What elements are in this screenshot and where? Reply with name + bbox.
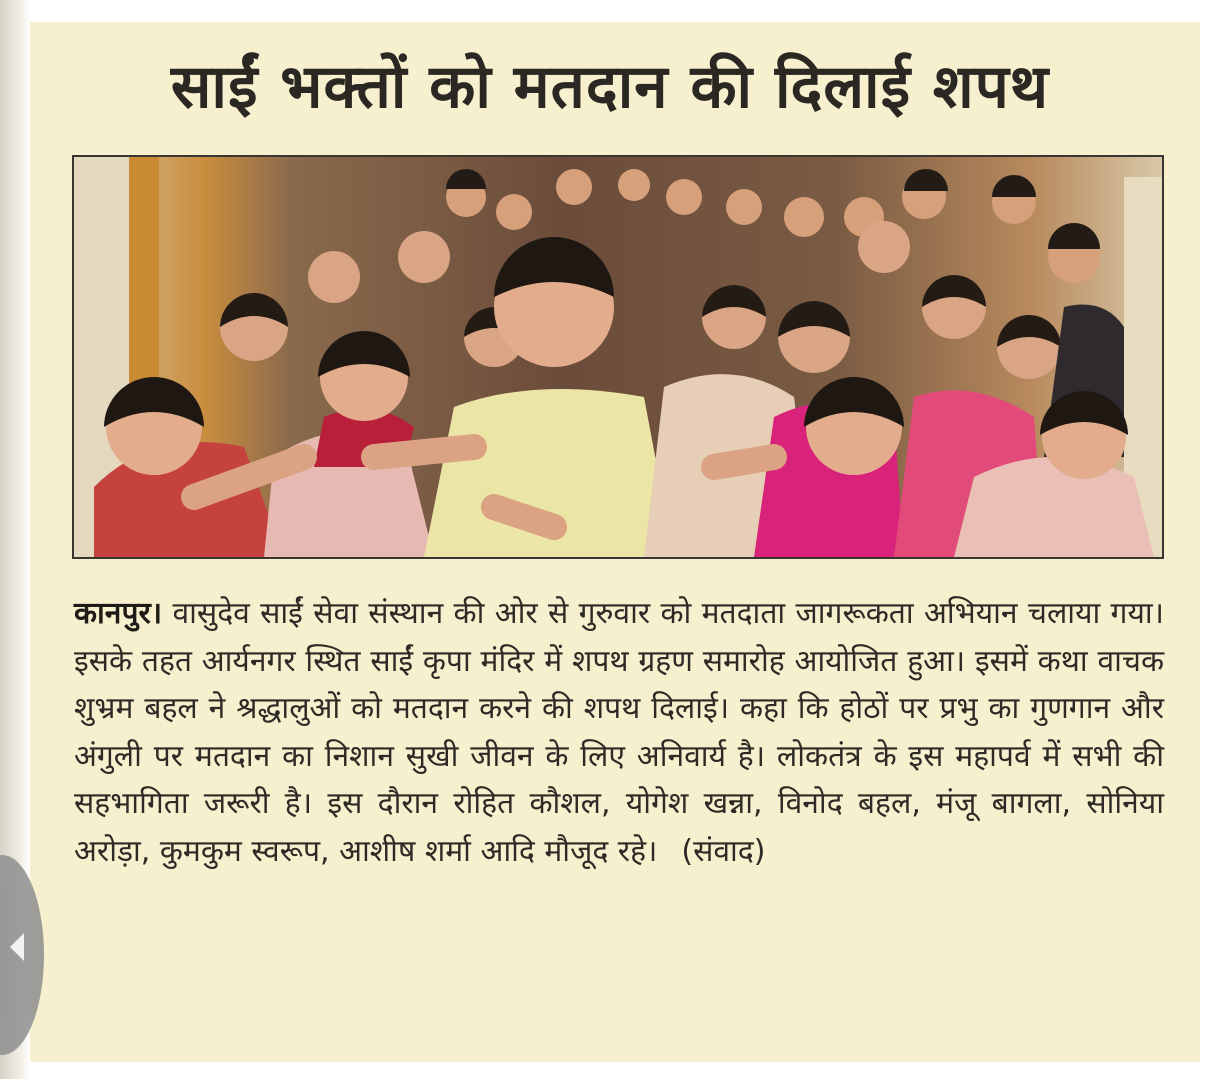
news-credit: (संवाद) [681, 833, 766, 869]
next-article-cutoff [74, 1062, 1164, 1079]
article-body [74, 590, 1164, 875]
newspaper-clipping [30, 22, 1200, 1062]
chevron-left-icon [10, 933, 24, 961]
headline: साईं भक्तों को मतदान की दिलाई शपथ [170, 52, 1050, 122]
photo-illustration [74, 157, 1162, 557]
dateline: कानपुर। [74, 596, 163, 631]
article-body-text: वासुदेव साईं सेवा संस्थान की ओर से गुरुवार को मतदाता जागरूकता अभियान चलाया गया। इसके तहत आर्यनगर स्थित साईं कृपा मंदिर में शपथ ग्रहण समारोह आयोजित हुआ। इसमें कथा वाचक शुभ्रम बहल ने श्रद्धालुओं को मतदान करने की शपथ दिलाई। कहा कि होठों पर प्रभु का गुणगान और अंगुली पर मतदान का निशान सुखी जीवन के लिए अनिवार्य है। लोकतंत्र के इस महापर्व में सभी की सहभागिता जरूरी है। इस दौरान रोहित कौशल, योगेश खन्ना, विनोद बहल, मंजू बागला, सोनिया अरोड़ा, कुमकुम स्वरूप, आशीष शर्मा आदि मौजूद रहे। [74, 596, 1164, 869]
article-photo [72, 155, 1164, 559]
